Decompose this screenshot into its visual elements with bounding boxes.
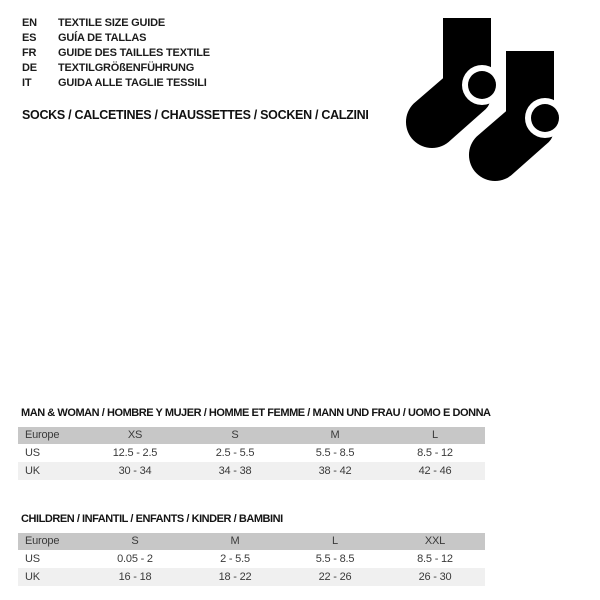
size-cell: 34 - 38	[218, 465, 252, 477]
size-cell: 38 - 42	[318, 465, 352, 477]
size-cell: 0.05 - 2	[117, 553, 153, 565]
column-header-size: S	[231, 429, 239, 441]
language-code: FR	[22, 47, 37, 59]
table-row-us	[18, 550, 485, 568]
language-label: GUIDA ALLE TAGLIE TESSILI	[58, 77, 207, 89]
size-cell: 16 - 18	[118, 571, 152, 583]
language-list	[22, 16, 210, 91]
size-cell: 12.5 - 2.5	[112, 447, 158, 459]
size-cell: 22 - 26	[318, 571, 352, 583]
size-cell: 42 - 46	[418, 465, 452, 477]
children-table-title: CHILDREN / INFANTIL / ENFANTS / KINDER / BAMBINI	[21, 513, 283, 525]
size-cell: 8.5 - 12	[417, 553, 453, 565]
language-code: ES	[22, 32, 37, 44]
language-row	[22, 76, 210, 91]
region-cell: UK	[25, 465, 40, 477]
language-row	[22, 61, 210, 76]
column-header-size: XS	[127, 429, 143, 441]
column-header-size: M	[230, 535, 240, 547]
language-code: IT	[22, 77, 32, 89]
column-header-region: Europe	[25, 535, 60, 547]
size-cell: 26 - 30	[418, 571, 452, 583]
size-cell: 18 - 22	[218, 571, 252, 583]
category-heading: SOCKS / CALCETINES / CHAUSSETTES / SOCKEN / CALZINI	[22, 108, 369, 122]
language-row	[22, 31, 210, 46]
column-header-size: L	[432, 429, 438, 441]
adult-table-title: MAN & WOMAN / HOMBRE Y MUJER / HOMME ET FEMME / MANN UND FRAU / UOMO E DONNA	[21, 407, 491, 419]
size-cell: 8.5 - 12	[417, 447, 453, 459]
language-label: TEXTILGRÖßENFÜHRUNG	[58, 62, 195, 74]
language-code: DE	[22, 62, 37, 74]
table-header-row	[18, 533, 485, 550]
column-header-size: XXL	[424, 535, 446, 547]
table-row-us	[18, 444, 485, 462]
size-cell: 5.5 - 8.5	[315, 553, 355, 565]
table-row-uk	[18, 462, 485, 480]
language-label: GUÍA DE TALLAS	[58, 32, 147, 44]
adult-size-table	[18, 427, 485, 480]
column-header-size: M	[330, 429, 340, 441]
size-cell: 30 - 34	[118, 465, 152, 477]
table-header-row	[18, 427, 485, 444]
children-size-table	[18, 533, 485, 586]
size-cell: 5.5 - 8.5	[315, 447, 355, 459]
language-label: GUIDE DES TAILLES TEXTILE	[58, 47, 210, 59]
size-cell: 2 - 5.5	[220, 553, 250, 565]
language-label: TEXTILE SIZE GUIDE	[58, 17, 166, 29]
table-row-uk	[18, 568, 485, 586]
language-code: EN	[22, 17, 37, 29]
language-row	[22, 46, 210, 61]
size-cell: 2.5 - 5.5	[215, 447, 255, 459]
column-header-size: L	[332, 535, 338, 547]
language-row	[22, 16, 210, 31]
column-header-region: Europe	[25, 429, 60, 441]
socks-icon	[398, 0, 563, 190]
column-header-size: S	[131, 535, 139, 547]
region-cell: US	[25, 447, 40, 459]
region-cell: US	[25, 553, 40, 565]
region-cell: UK	[25, 571, 40, 583]
